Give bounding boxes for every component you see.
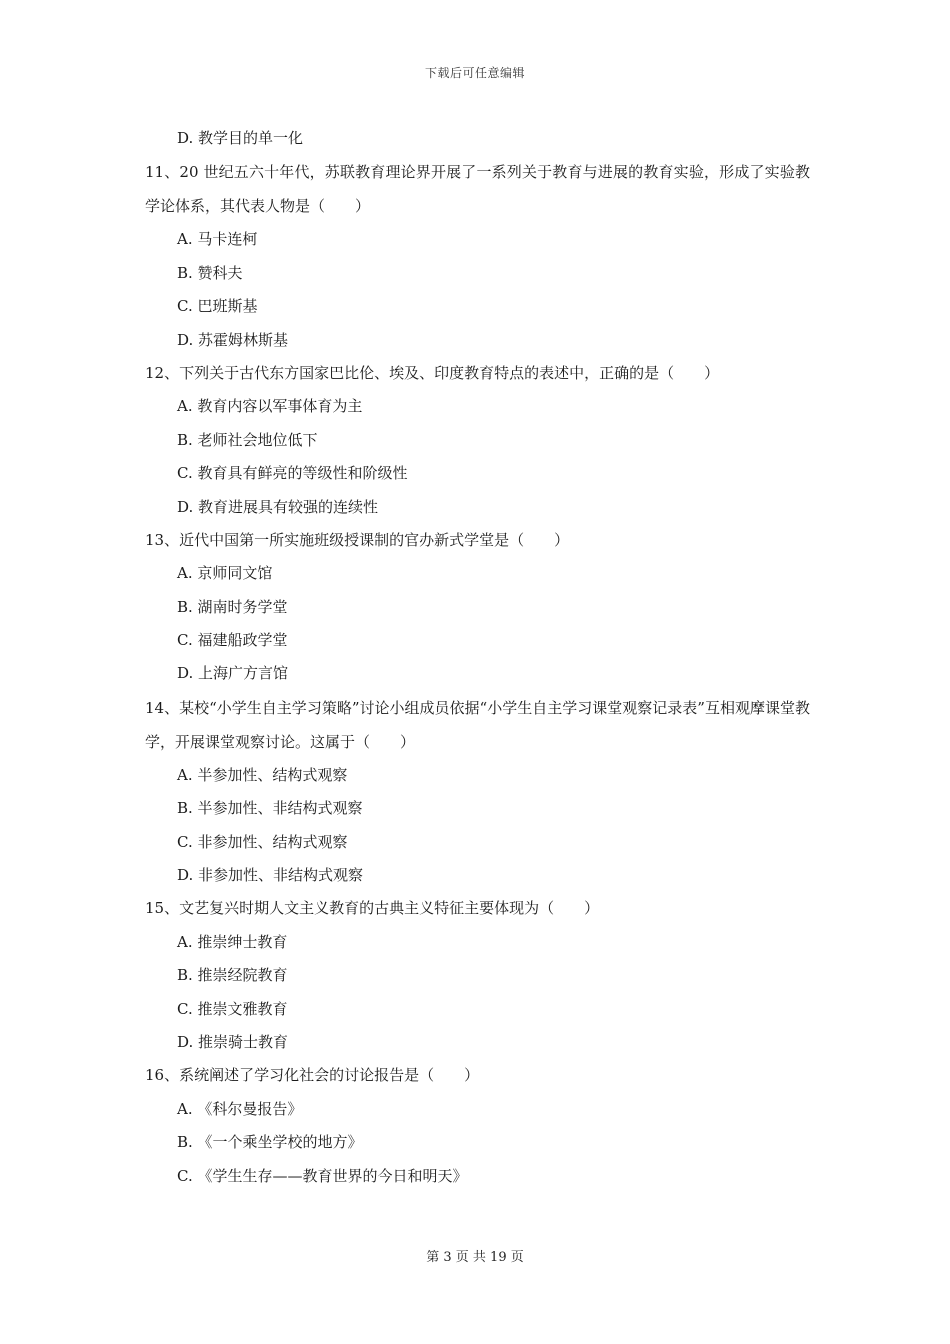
question-16-stem: 16、系统阐述了学习化社会的讨论报告是（ ） <box>145 1066 480 1085</box>
question-13-option-b: B. 湖南时务学堂 <box>177 597 288 616</box>
question-14-option-d: D. 非参加性、非结构式观察 <box>177 866 364 885</box>
question-11-option-d: D. 苏霍姆林斯基 <box>177 330 289 349</box>
question-13-stem: 13、近代中国第一所实施班级授课制的官办新式学堂是（ ） <box>145 530 570 549</box>
question-16-option-a: A. 《科尔曼报告》 <box>177 1099 303 1118</box>
question-14-option-b: B. 半参加性、非结构式观察 <box>177 799 363 818</box>
question-11-option-b: B. 赞科夫 <box>177 263 243 282</box>
document-body <box>145 122 810 1193</box>
question-13-option-a: A. 京师同文馆 <box>177 564 273 583</box>
option-d-previous: D. 教学目的单一化 <box>177 129 304 147</box>
question-11-option-a: A. 马卡连柯 <box>177 230 258 249</box>
question-12-option-d: D. 教育进展具有较强的连续性 <box>177 497 379 516</box>
question-14-option-c: C. 非参加性、结构式观察 <box>177 832 348 851</box>
page-header: 下载后可任意编辑 <box>424 66 525 80</box>
question-15-option-b: B. 推崇经院教育 <box>177 966 288 985</box>
question-13-option-d: D. 上海广方言馆 <box>177 664 289 683</box>
question-16-option-b: B. 《一个乘坐学校的地方》 <box>177 1133 363 1152</box>
question-14-option-a: A. 半参加性、结构式观察 <box>177 765 348 784</box>
question-13-option-c: C. 福建船政学堂 <box>177 631 288 650</box>
question-11-option-c: C. 巴班斯基 <box>177 297 258 316</box>
question-14-stem: 14、某校“小学生自主学习策略”讨论小组成员依据“小学生自主学习课堂观察记录表”互相观摩课堂教学，开展课堂观察讨论。这属于（ ） <box>145 698 810 751</box>
question-15-option-d: D. 推崇骑士教育 <box>177 1032 289 1051</box>
page-footer: 第 3 页 共 19 页 <box>426 1250 524 1265</box>
question-11-stem: 11、20 世纪五六十年代，苏联教育理论界开展了一系列关于教育与进展的教育实验，形成了实验教学论体系，其代表人物是（ ） <box>145 163 810 216</box>
question-12-option-c: C. 教育具有鲜亮的等级性和阶级性 <box>177 464 408 483</box>
question-12-option-a: A. 教育内容以军事体育为主 <box>177 397 363 416</box>
question-15-stem: 15、文艺复兴时期人文主义教育的古典主义特征主要体现为（ ） <box>145 899 600 918</box>
question-12-option-b: B. 老师社会地位低下 <box>177 430 318 449</box>
question-12-stem: 12、下列关于古代东方国家巴比伦、埃及、印度教育特点的表述中，正确的是（ ） <box>145 363 720 382</box>
question-15-option-c: C. 推崇文雅教育 <box>177 999 288 1018</box>
question-16-option-c: C. 《学生生存——教育世界的今日和明天》 <box>177 1166 468 1185</box>
question-15-option-a: A. 推崇绅士教育 <box>177 932 288 951</box>
